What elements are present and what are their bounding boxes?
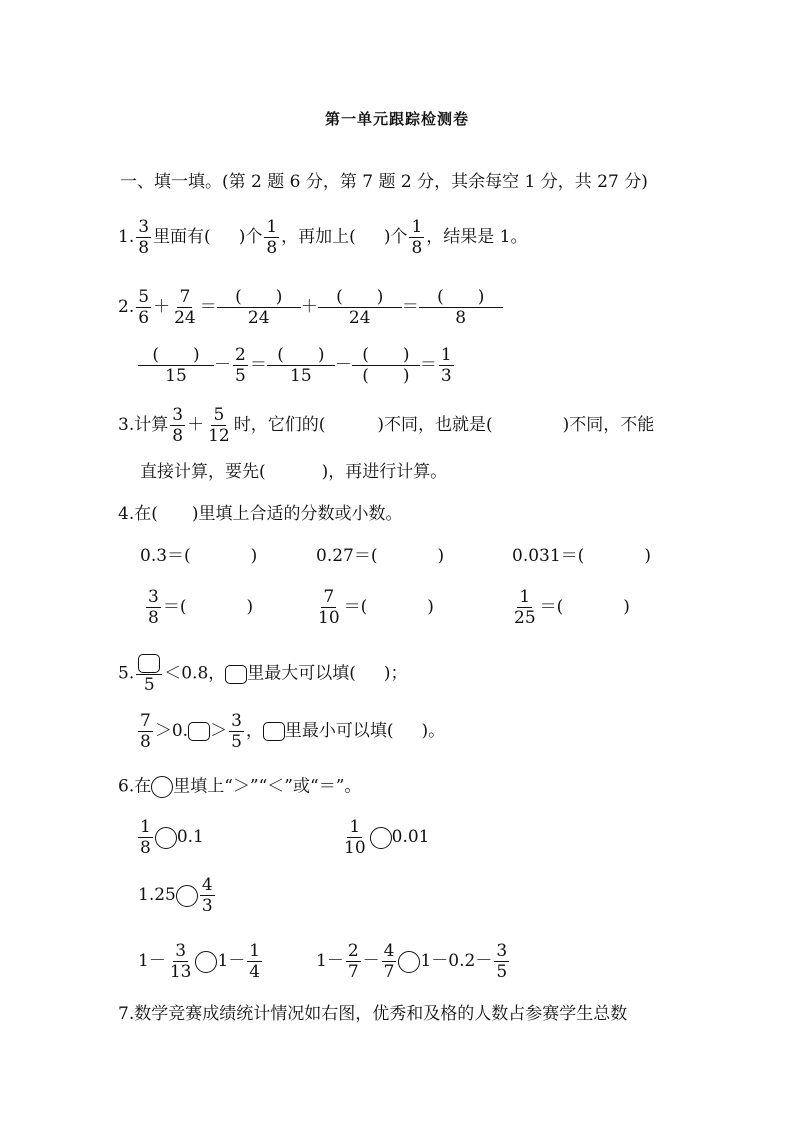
compare-circle	[398, 951, 420, 973]
q4-item: $\frac{1}{25}$ ＝( )	[514, 587, 630, 628]
question-3-line-2: 直接计算，要先( )，再进行计算。	[140, 462, 448, 482]
q4-item: $\frac{3}{8}$ ＝( )	[148, 587, 254, 628]
question-1: 1. $\frac{3}{8}$ 里面有( )个 $\frac{1}{8}$ ，再加上( )个 $\frac{1}{8}$ ，结果是 1。	[118, 217, 528, 258]
question-6: 6.在 里填上“＞”“＜”或“＝”。	[118, 776, 362, 797]
q4-item: 0.27＝( )	[316, 546, 445, 566]
answer-box	[225, 665, 247, 684]
q6-item: 1－ $\frac{3}{13}$ 1－ $\frac{1}{4}$	[138, 941, 261, 982]
question-7: 7.数学竞赛成绩统计情况如右图，优秀和及格的人数占参赛学生总数	[118, 1004, 628, 1024]
q4-item: $\frac{7}{10}$ ＝( )	[318, 587, 434, 628]
question-2: 2. $\frac{5}{6}$ ＋ $\frac{7}{24}$ ＝ ( ) 24 ＋ ( ) 24 ＝ ( ) 8	[118, 288, 503, 327]
answer-box	[188, 722, 210, 741]
question-5-line-2: $\frac{7}{8}$ ＞0. ＞ $\frac{3}{5}$ ， 里最小可以填( )。	[140, 711, 446, 752]
q4-item: 0.031＝( )	[512, 546, 651, 566]
question-4: 4.在( )里填上合适的分数或小数。	[118, 504, 403, 524]
compare-circle	[155, 827, 177, 849]
q6-item: $\frac{1}{8}$ 0.1	[140, 817, 204, 858]
fraction: $\frac{1}{8}$	[411, 217, 423, 258]
fraction: $\frac{3}{8}$	[138, 217, 150, 258]
compare-circle	[370, 827, 392, 849]
fraction: $\frac{1}{8}$	[266, 217, 278, 258]
compare-circle	[195, 951, 217, 973]
q6-item: $\frac{1}{10}$ 0.01	[344, 817, 430, 858]
compare-circle	[176, 885, 198, 907]
section-heading: 一、填一填。(第 2 题 6 分，第 7 题 2 分，其余每空 1 分，共 27 分)	[120, 172, 648, 192]
q6-item: 1－ $\frac{2}{7}$ － $\frac{4}{7}$ 1－0.2－ $\frac{3}{5}$	[316, 941, 508, 982]
question-5: 5. 5 ＜0.8， 里最大可以填( )；	[118, 654, 408, 694]
question-3: 3.计算 $\frac{3}{8}$ ＋ $\frac{5}{12}$ 时，它们的( )不同，也就是( )不同，不能	[118, 405, 655, 446]
compare-circle	[151, 776, 173, 798]
answer-box	[138, 654, 160, 673]
page-title: 第一单元跟踪检测卷	[324, 110, 469, 128]
q4-item: 0.3＝( )	[140, 546, 258, 566]
q6-item: 1.25 $\frac{4}{3}$	[138, 875, 213, 916]
question-2-line-2: ( ) 15 － $\frac{2}{5}$ ＝ ( ) 15 － ( ) ( ) ＝ $\frac{1}{3}$	[138, 346, 456, 385]
answer-box	[263, 722, 285, 741]
